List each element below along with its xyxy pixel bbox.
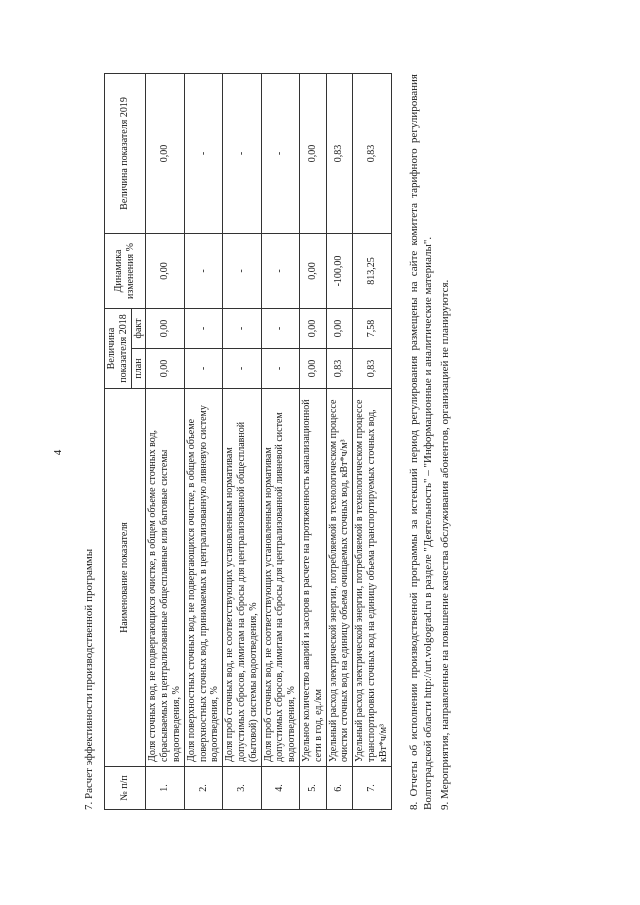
efficiency-table (104, 73, 392, 810)
plan-2018: 0,00 (146, 349, 184, 389)
header-value-2018: Величина показателя 2018 (105, 309, 132, 389)
plan-2018: - (223, 349, 261, 389)
fact-2018: 0,00 (146, 309, 184, 349)
row-number: 3. (223, 767, 261, 810)
value-2019: 0,83 (353, 74, 391, 234)
note-9: 9. Мероприятия, направленные на повышение качества обслуживания абонентов, организацией не планируются. (438, 279, 451, 810)
header-plan: план (131, 349, 146, 389)
row-number: 5. (299, 767, 326, 810)
value-2019: 0,00 (299, 74, 326, 234)
row-number: 6. (326, 767, 353, 810)
table-row (223, 74, 261, 810)
indicator-name: Доля поверхностных сточных вод, не подвергающихся очистке, в общем объеме поверхностных сточных вод, принимаемых в централизованную ливневую систему водоотведения, % (184, 389, 222, 767)
fact-2018: - (261, 309, 299, 349)
dynamics-value: - (184, 234, 222, 309)
indicator-name: Удельный расход электрической энергии, потребляемой в технологическом процессе очистки сточных вод на единицу объема очищаемых сточных вод, кВт*ч/м³ (326, 389, 353, 767)
fact-2018: - (223, 309, 261, 349)
row-number: 4. (261, 767, 299, 810)
dynamics-value: - (223, 234, 261, 309)
plan-2018: 0,83 (326, 349, 353, 389)
table-row (146, 74, 184, 810)
fact-2018: - (184, 309, 222, 349)
row-number: 1. (146, 767, 184, 810)
value-2019: - (184, 74, 222, 234)
table-row (353, 74, 391, 810)
dynamics-value: 813,25 (353, 234, 391, 309)
dynamics-value: - (261, 234, 299, 309)
table-row (184, 74, 222, 810)
header-indicator-name: Наименование показателя (105, 389, 146, 767)
table-row (326, 74, 353, 810)
fact-2018: 0,00 (326, 309, 353, 349)
indicator-name: Удельный расход электрической энергии, потребляемой в технологическом процессе транспортировки сточных вод на единицу объема транспортируемых сточных вод, кВт*ч/м³ (353, 389, 391, 767)
table-row (261, 74, 299, 810)
plan-2018: - (184, 349, 222, 389)
value-2019: 0,83 (326, 74, 353, 234)
section-7-heading: 7. Расчет эффективности производственной программы (83, 548, 95, 810)
dynamics-value: 0,00 (146, 234, 184, 309)
fact-2018: 7,58 (353, 309, 391, 349)
indicator-name: Доля проб сточных вод, не соответствующих установленным нормативам допустимых сбросов, лимитам на сбросы для централизованной общесплавной (бытовой) системы водоотведения, % (223, 389, 261, 767)
value-2019: - (223, 74, 261, 234)
value-2019: 0,00 (146, 74, 184, 234)
header-fact: факт (131, 309, 146, 349)
value-2019: - (261, 74, 299, 234)
plan-2018: 0,00 (299, 349, 326, 389)
header-dynamics: Динамика изменения % (105, 234, 146, 309)
row-number: 2. (184, 767, 222, 810)
note-8: 8. Отчеты об исполнении производственной программы за истекший период регулирования размещены на сайте комитета тарифного регулирования Волгоградской области http://urt.volgograd.ru в разделе "Деятельность" – "Информационные и аналитические материалы". (408, 74, 434, 810)
page-number: 4 (52, 449, 64, 456)
notes-block (408, 74, 455, 810)
indicator-name: Доля проб сточных вод, не соответствующих установленным нормативам допустимых сбросов, лимитам на сбросы для централизованной ливневой систем водоотведения, % (261, 389, 299, 767)
table-row (299, 74, 326, 810)
indicator-name: Удельное количество аварий и засоров в расчете на протяженность канализационной сети в год, ед./км (299, 389, 326, 767)
indicator-name: Доля сточных вод, не подвергающихся очистке, в общем объеме сточных вод, сбрасываемых в централизованные общесплавные или бытовые системы водоотведения, % (146, 389, 184, 767)
row-number: 7. (353, 767, 391, 810)
header-number: № п/п (105, 767, 146, 810)
fact-2018: 0,00 (299, 309, 326, 349)
dynamics-value: -100,00 (326, 234, 353, 309)
plan-2018: - (261, 349, 299, 389)
header-value-2019: Величина показателя 2019 (105, 74, 146, 234)
dynamics-value: 0,00 (299, 234, 326, 309)
plan-2018: 0,83 (353, 349, 391, 389)
